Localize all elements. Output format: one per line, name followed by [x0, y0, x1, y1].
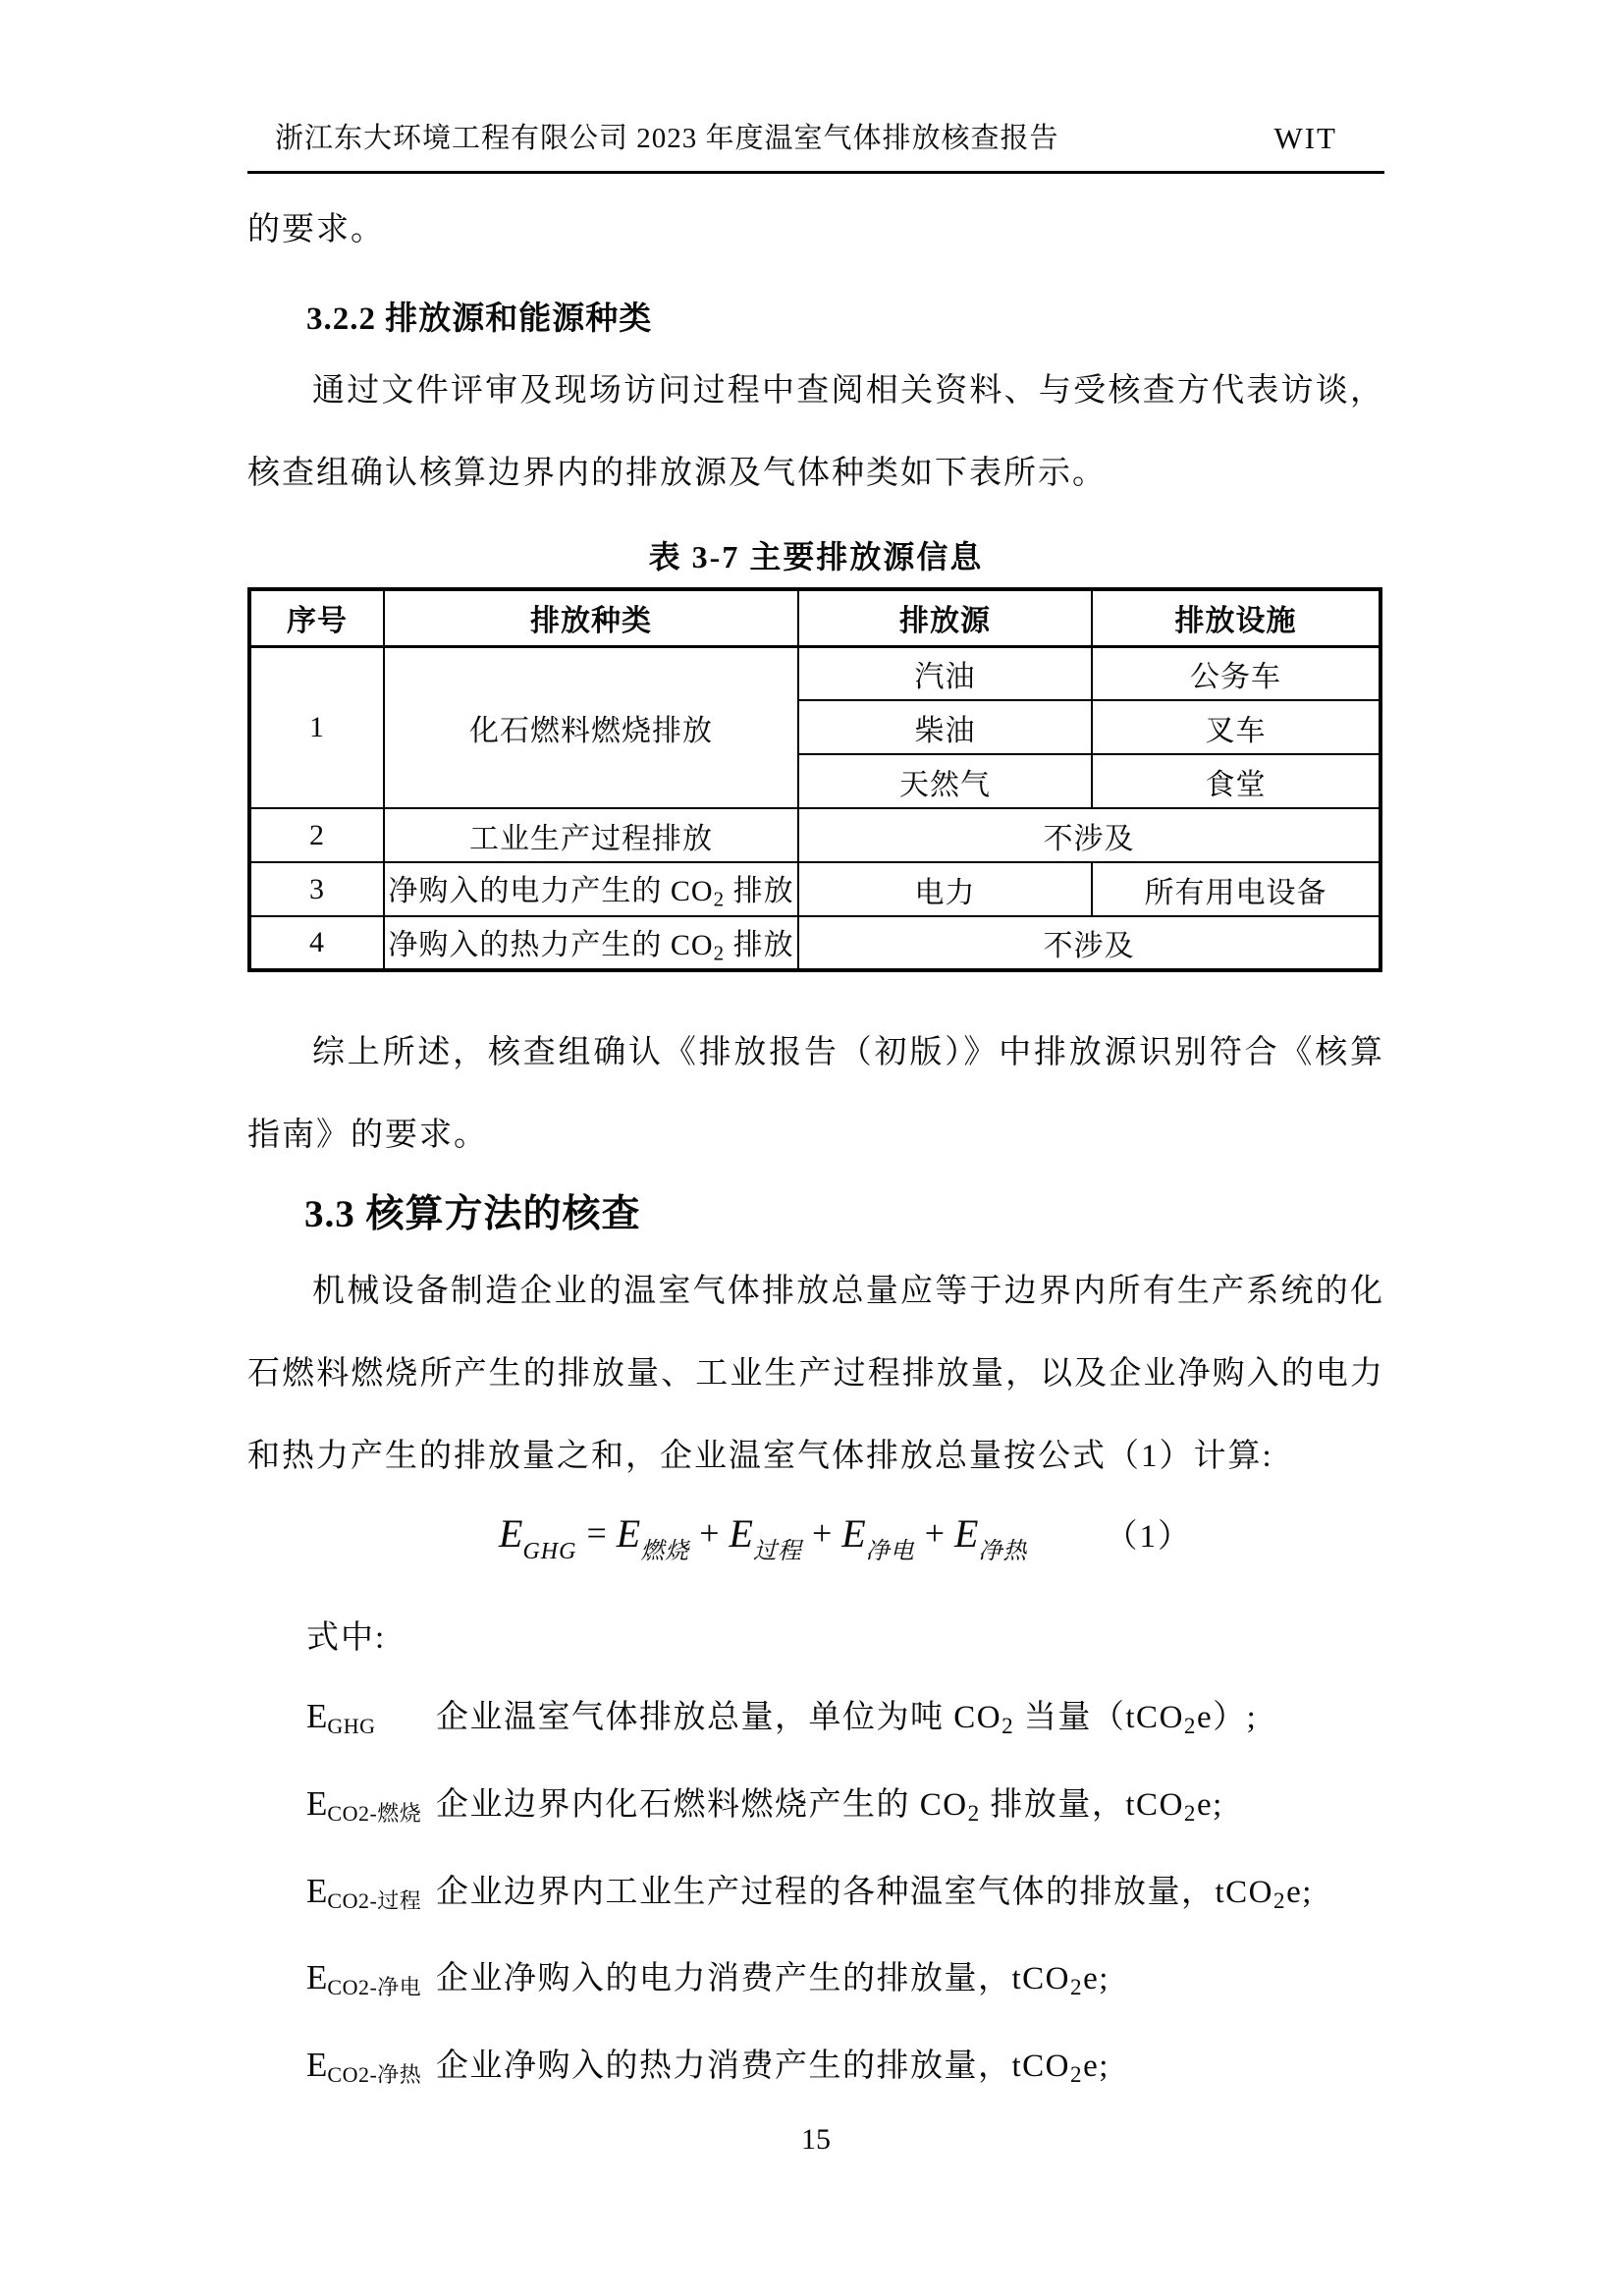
formula-term-net-electricity: E净电 [841, 1510, 915, 1564]
cell-source-gasoline: 汽油 [798, 646, 1092, 700]
cell-facility-gas: 食堂 [1092, 754, 1380, 808]
page-header [247, 0, 1384, 174]
page-number: 15 [801, 2123, 831, 2156]
cell-category-4: 净购入的热力产生的 $CO_2$ 排放 [384, 916, 798, 970]
formula-term-process: E过程 [729, 1510, 802, 1564]
formula-term-net-heat: E净热 [954, 1510, 1028, 1564]
cell-merged-2: 不涉及 [798, 808, 1380, 862]
page-body [247, 207, 1384, 2097]
definition-line-net-electricity [247, 1955, 1384, 2009]
conclusion-paragraph: 综上所述，核查组确认《排放报告（初版）》中排放源识别符合《核算指南》的要求。 [247, 1035, 1384, 1153]
paragraph-3-2-2: 通过文件评审及现场访问过程中查阅相关资料、与受核查方代表访谈，核查组确认核算边界内的排放源及气体种类如下表所示。 [247, 373, 1384, 491]
cell-merged-4: 不涉及 [798, 916, 1380, 970]
definition-line-net-heat [247, 2043, 1384, 2097]
formula-line [247, 1503, 1384, 1562]
cell-facility-gasoline: 公务车 [1092, 646, 1380, 700]
cell-source-gas: 天然气 [798, 754, 1092, 808]
definition-description: 企业温室气体排放总量，单位为吨 $CO_2$ 当量（tCO$_2$e）; [436, 1700, 1258, 1738]
definition-description: 企业边界内工业生产过程的各种温室气体的排放量，tCO$_2$e; [436, 1874, 1313, 1913]
col-header-facility: 排放设施 [1092, 589, 1380, 646]
plus-sign: + [924, 1513, 945, 1553]
section-heading-3-2-2: 3.2.2 排放源和能源种类 [306, 301, 653, 337]
cell-source-diesel: 柴油 [798, 700, 1092, 754]
definition-line-ghg [247, 1694, 1384, 1748]
definition-description: 企业边界内化石燃料燃烧产生的 $CO_2$ 排放量，tCO$_2$e; [436, 1786, 1223, 1826]
cell-no-1: 1 [249, 646, 384, 808]
header-title: 浙江东大环境工程有限公司 2023 年度温室气体排放核查报告 [275, 123, 1059, 154]
definition-term: ECO2-净电 [306, 1958, 422, 2000]
definition-term: ECO2-燃烧 [306, 1783, 422, 1826]
cell-category-1: 化石燃料燃烧排放 [384, 646, 798, 808]
table-header-row [249, 589, 1380, 646]
header-mark: WIT [1273, 121, 1337, 155]
plus-sign: + [699, 1513, 720, 1553]
plus-sign: + [811, 1513, 833, 1553]
cell-category-2: 工业生产过程排放 [384, 808, 798, 862]
equals-sign: = [586, 1513, 607, 1553]
table-row [249, 646, 1380, 700]
formula-lhs: EGHG [499, 1510, 577, 1564]
definition-term: ECO2-净热 [306, 2046, 422, 2088]
where-label: 式中: [306, 1620, 387, 1656]
table-row [249, 916, 1380, 970]
table-row [249, 808, 1380, 862]
formula-term-combustion: E燃烧 [616, 1510, 690, 1564]
cell-source-electricity: 电力 [798, 862, 1092, 916]
emission-source-table [247, 587, 1382, 972]
cell-no-4: 4 [249, 916, 384, 970]
col-header-no: 序号 [249, 589, 384, 646]
method-paragraph: 机械设备制造企业的温室气体排放总量应等于边界内所有生产系统的化石燃料燃烧所产生的排放量、工业生产过程排放量，以及企业净购入的电力和热力产生的排放量之和，企业温室气体排放总量按公式（1）计算: [247, 1274, 1384, 1474]
definition-line-combustion [247, 1781, 1384, 1835]
definition-description: 企业净购入的热力消费产生的排放量，tCO$_2$e; [436, 2049, 1110, 2087]
definition-line-process [247, 1869, 1384, 1923]
cell-no-3: 3 [249, 862, 384, 916]
definition-term: ECO2-过程 [306, 1871, 422, 1913]
formula-number: （1） [1105, 1518, 1192, 1555]
section-heading-3-3: 3.3 核算方法的核查 [304, 1193, 641, 1235]
definition-term: EGHG [306, 1697, 376, 1738]
table-caption: 表 3-7 主要排放源信息 [648, 539, 984, 574]
paragraph-fragment: 的要求。 [247, 212, 385, 247]
cell-facility-diesel: 叉车 [1092, 700, 1380, 754]
cell-no-2: 2 [249, 808, 384, 862]
table-row [249, 862, 1380, 916]
definition-description: 企业净购入的电力消费产生的排放量，tCO$_2$e; [436, 1961, 1110, 2000]
col-header-source: 排放源 [798, 589, 1092, 646]
cell-category-3: 净购入的电力产生的 $CO_2$ 排放 [384, 862, 798, 916]
col-header-category: 排放种类 [384, 589, 798, 646]
cell-facility-electricity: 所有用电设备 [1092, 862, 1380, 916]
